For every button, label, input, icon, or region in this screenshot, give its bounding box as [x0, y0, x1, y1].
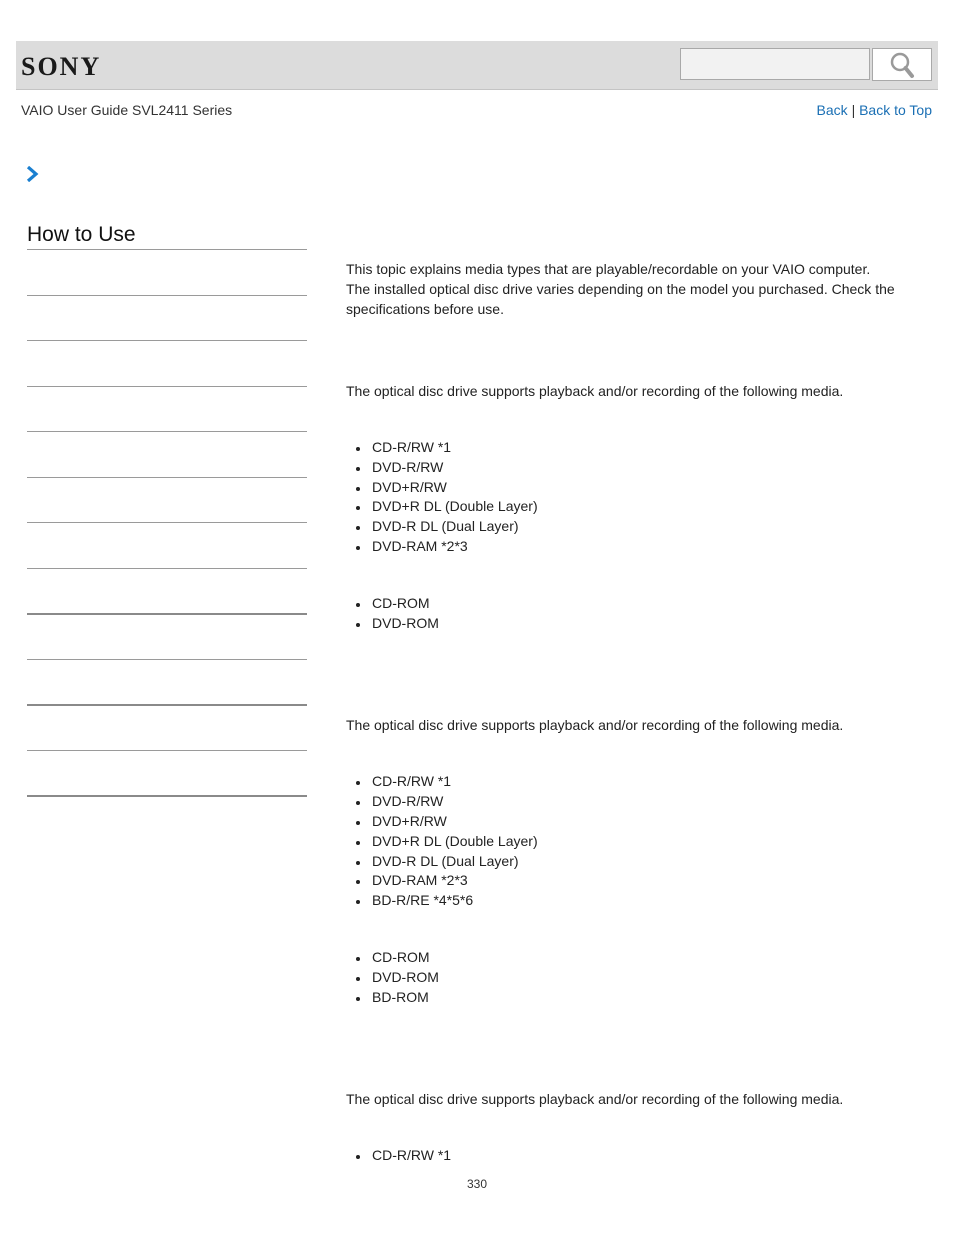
list-item: CD-ROM	[346, 948, 911, 968]
list-item: BD-ROM	[346, 988, 911, 1008]
media-list	[346, 1146, 911, 1166]
sidebar-divider	[27, 613, 307, 615]
list-item: DVD+R DL (Double Layer)	[346, 832, 911, 852]
sidebar-divider	[27, 477, 307, 478]
sidebar-divider	[27, 295, 307, 296]
section-text: The optical disc drive supports playback and/or recording of the following media.	[346, 383, 844, 399]
sidebar-divider	[27, 340, 307, 341]
sidebar-divider	[27, 249, 307, 250]
sidebar-divider	[27, 795, 307, 797]
list-item: CD-R/RW *1	[346, 772, 911, 792]
sidebar-divider	[27, 431, 307, 432]
list-item: DVD+R/RW	[346, 812, 911, 832]
media-list	[346, 772, 911, 911]
list-item: DVD-ROM	[346, 968, 911, 988]
list-item: DVD-RAM *2*3	[346, 871, 911, 891]
media-list	[346, 594, 911, 634]
link-separator: |	[851, 102, 856, 118]
top-links	[817, 102, 932, 118]
page-number: 330	[466, 1177, 488, 1191]
intro-text: This topic explains media types that are playable/recordable on your VAIO computer.	[346, 261, 871, 277]
chevron-right-icon[interactable]	[26, 166, 40, 182]
guide-title: VAIO User Guide SVL2411 Series	[21, 102, 233, 118]
sidebar-divider	[27, 522, 307, 523]
back-link[interactable]: Back	[816, 102, 848, 118]
sidebar-divider	[27, 750, 307, 751]
media-list	[346, 438, 911, 557]
list-item: DVD+R/RW	[346, 478, 911, 498]
list-item: DVD+R DL (Double Layer)	[346, 497, 911, 517]
magnifier-icon	[888, 51, 916, 79]
back-to-top-link[interactable]: Back to Top	[859, 102, 932, 118]
sidebar-divider	[27, 568, 307, 569]
search-button[interactable]	[872, 48, 932, 81]
sidebar-heading: How to Use	[27, 223, 136, 246]
intro-text: The installed optical disc drive varies depending on the model you purchased. Check the specifications before use.	[346, 281, 895, 317]
section-text: The optical disc drive supports playback and/or recording of the following media.	[346, 1091, 844, 1108]
sony-logo[interactable]: SONY	[21, 52, 102, 81]
list-item: DVD-RAM *2*3	[346, 537, 911, 557]
list-item: DVD-R/RW	[346, 792, 911, 812]
sidebar-divider	[27, 386, 307, 387]
search-input[interactable]	[680, 48, 870, 80]
list-item: BD-R/RE *4*5*6	[346, 891, 911, 911]
list-item: DVD-R DL (Dual Layer)	[346, 852, 911, 872]
list-item: CD-ROM	[346, 594, 911, 614]
list-item: DVD-R DL (Dual Layer)	[346, 517, 911, 537]
sidebar-divider	[27, 659, 307, 660]
list-item: DVD-ROM	[346, 614, 911, 634]
list-item: CD-R/RW *1	[346, 438, 911, 458]
main-content	[346, 259, 911, 1166]
section-text: The optical disc drive supports playback and/or recording of the following media.	[346, 717, 844, 734]
media-list	[346, 948, 911, 1007]
sidebar-divider	[27, 704, 307, 706]
list-item: CD-R/RW *1	[346, 1146, 911, 1166]
list-item: DVD-R/RW	[346, 458, 911, 478]
